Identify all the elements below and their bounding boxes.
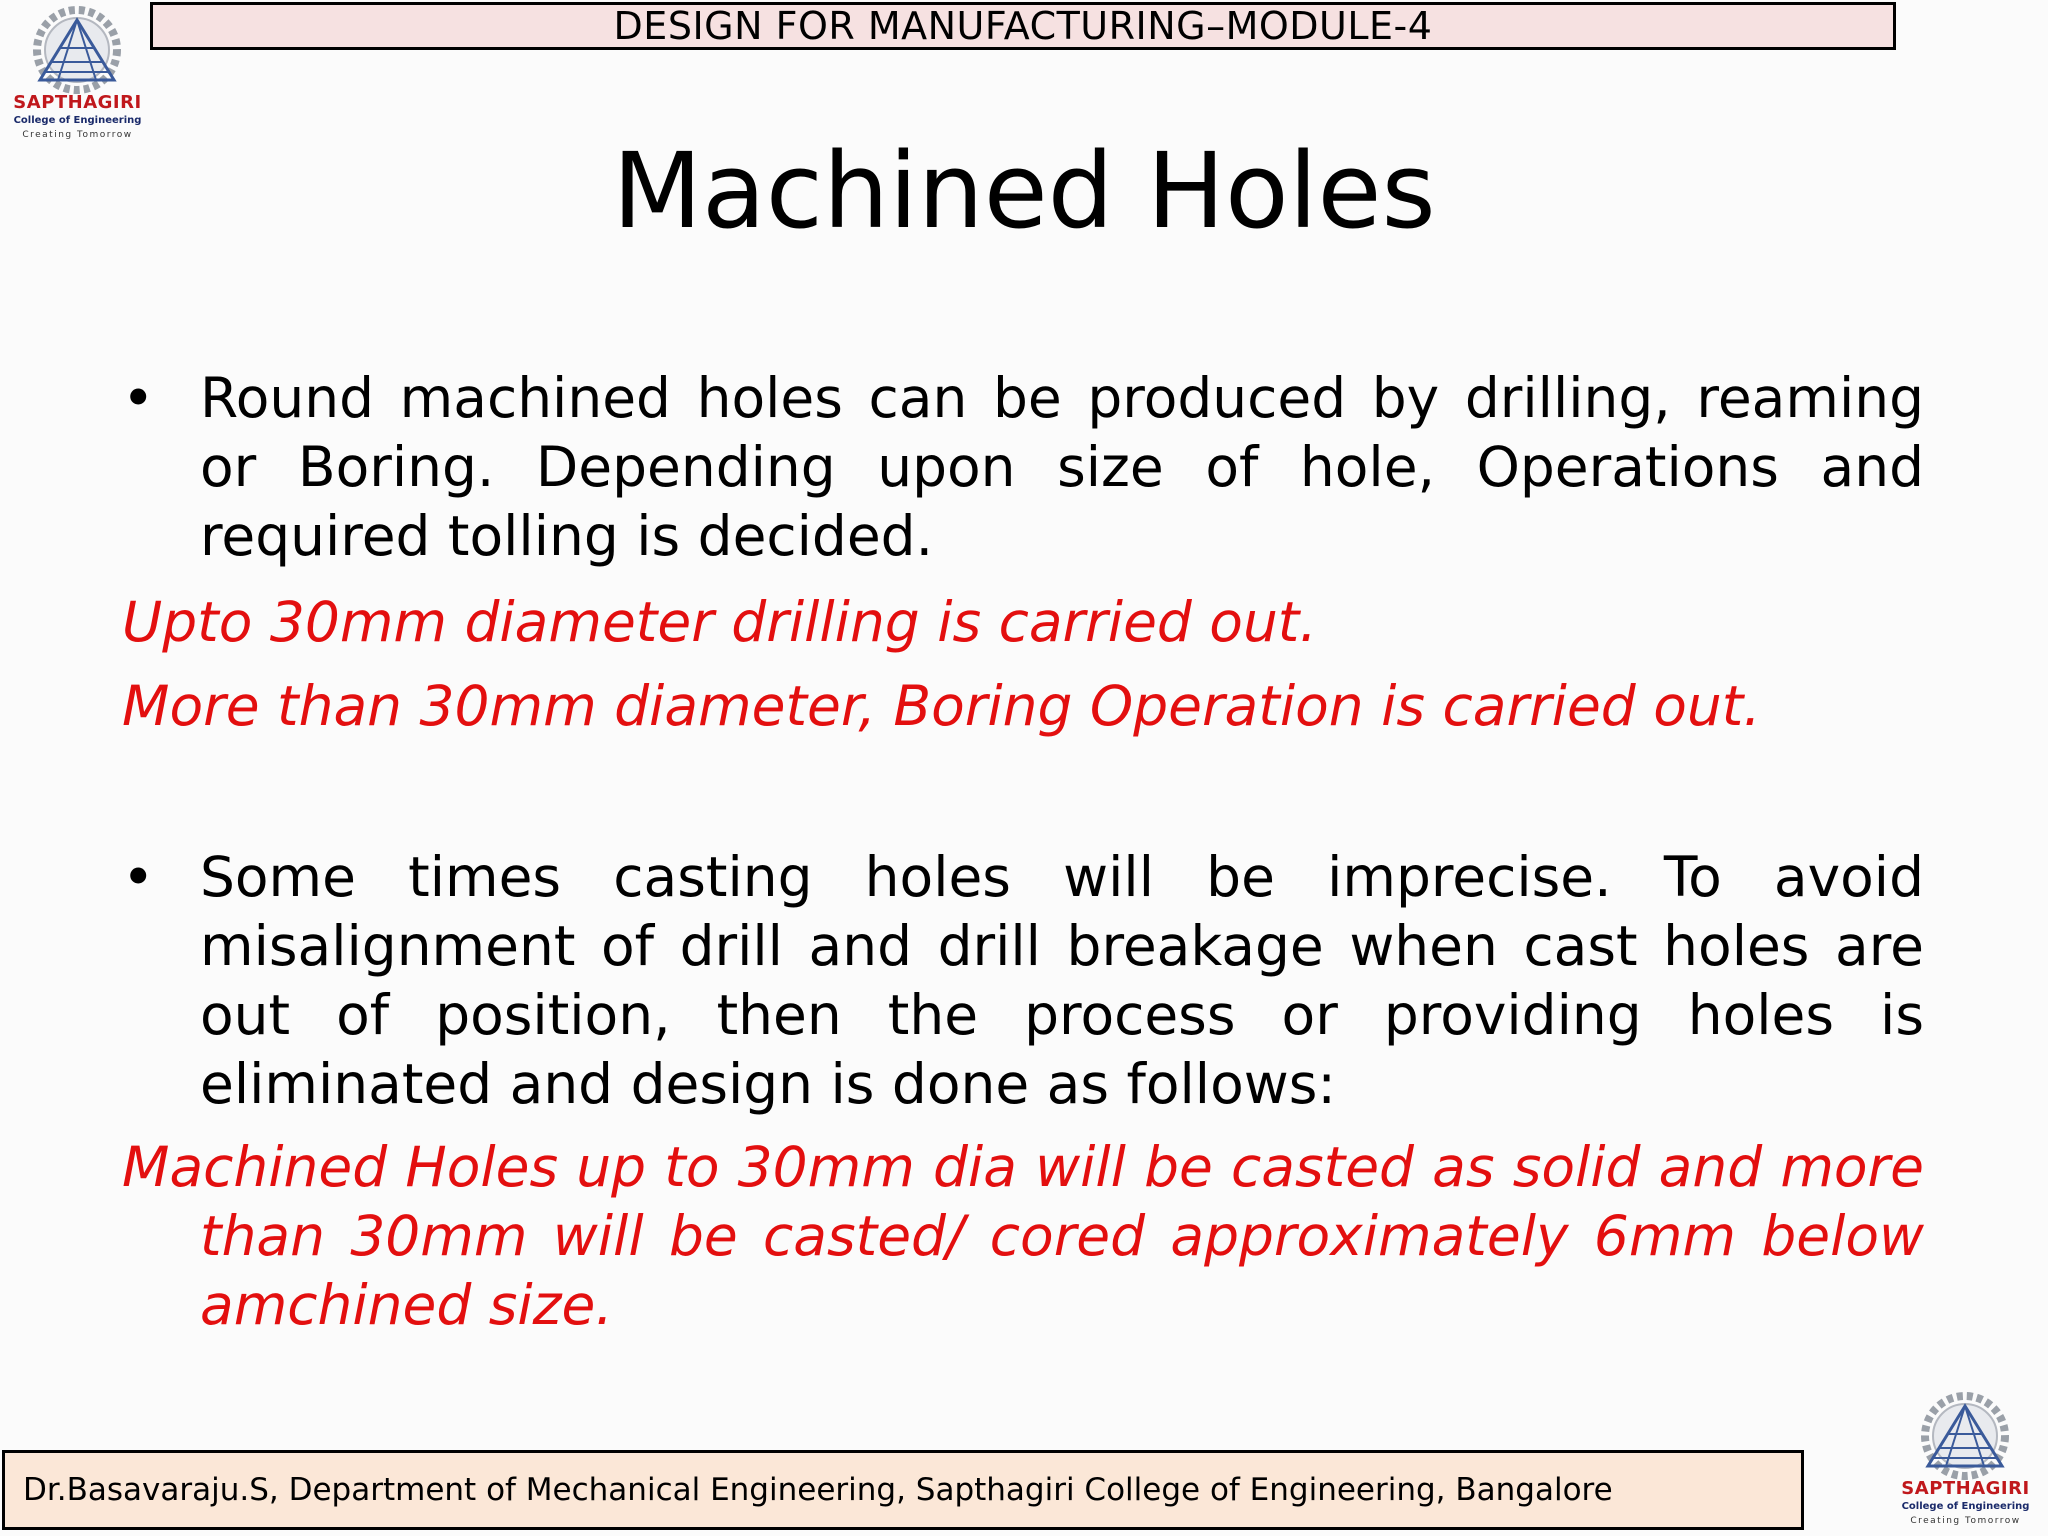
logo-tagline: Creating Tomorrow <box>22 130 133 140</box>
gear-pyramid-icon <box>1898 1392 2033 1480</box>
logo-name: SAPTHAGIRI <box>13 92 142 113</box>
footer-credit-text: Dr.Basavaraju.S, Department of Mechanical Engineering, Sapthagiri College of Engineering, Bangalore <box>23 1472 1613 1508</box>
slide-title: Machined Holes <box>612 130 1436 252</box>
footer-credit <box>2 1450 1804 1530</box>
logo-subtitle: College of Engineering <box>13 115 142 126</box>
highlight-note: More than 30mm diameter, Boring Operation is carried out. <box>122 674 1761 738</box>
highlight-note: Machined Holes up to 30mm dia will be casted as solid and more than 30mm will be casted/ cored approximately 6mm below amchined size. <box>122 1135 1924 1337</box>
gear-pyramid-icon <box>10 6 145 94</box>
bullet-point <box>122 843 1924 1119</box>
highlight-note: Upto 30mm diameter drilling is carried out. <box>122 590 1317 654</box>
bullet-icon: • <box>122 366 155 430</box>
college-logo <box>1898 1392 2033 1532</box>
college-logo <box>10 6 145 146</box>
bullet-text: Round machined holes can be produced by drilling, reaming or Boring. Depending upon size of hole, Operations and required tolling is decided. <box>200 366 1924 568</box>
course-header-text: DESIGN FOR MANUFACTURING–MODULE-4 <box>613 4 1433 48</box>
bullet-point <box>122 364 1924 571</box>
bullet-text: Some times casting holes will be imprecise. To avoid misalignment of drill and drill breakage when cast holes are out of position, then the process or providing holes is eliminated and design is done as follows: <box>200 845 1924 1116</box>
bullet-icon: • <box>122 845 155 909</box>
logo-tagline: Creating Tomorrow <box>1910 1516 2021 1526</box>
logo-name: SAPTHAGIRI <box>1901 1478 2030 1499</box>
course-header <box>150 2 1896 50</box>
logo-subtitle: College of Engineering <box>1901 1501 2030 1512</box>
